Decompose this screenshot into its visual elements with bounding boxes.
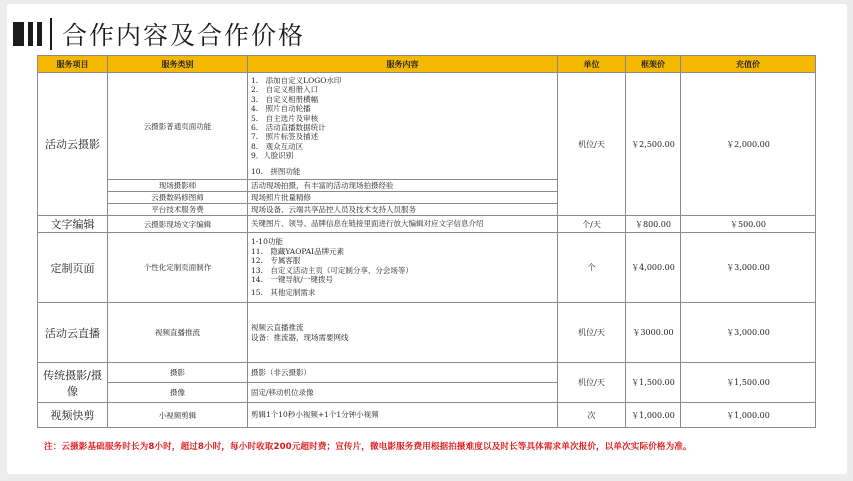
- content-cell: [248, 303, 558, 363]
- content-line: 视频云直播推流: [251, 323, 304, 332]
- category-cell: 小视频剪辑: [108, 403, 248, 428]
- list-item: 13. 自定义活动主页（可定制分享、分会场等）: [251, 265, 413, 275]
- page-title: 合作内容及合作价格: [62, 21, 306, 50]
- table-row: [38, 403, 816, 428]
- list-price-cell: ￥3000.00: [626, 303, 681, 363]
- recharge-price-cell: ￥1,500.00: [681, 363, 816, 403]
- category-cell: 云摄影普通页面功能: [108, 73, 248, 180]
- content-cell: 固定/移动机位录像: [248, 383, 558, 403]
- table-row: [38, 233, 816, 303]
- list-item: 11. 隐藏YAOPAI品牌元素: [251, 246, 345, 256]
- table-row: [38, 363, 816, 383]
- title-bar: [13, 17, 305, 51]
- recharge-price-cell: ￥2,000.00: [681, 73, 816, 216]
- project-short-video: 视频快剪: [38, 403, 108, 428]
- list-item: 5. 自主选片及审核: [251, 113, 319, 123]
- list-item: 12. 专属客服: [251, 256, 301, 266]
- recharge-price-cell: ￥500.00: [681, 216, 816, 233]
- list-item: 8. 观众互动区: [251, 141, 304, 151]
- table-row: [38, 303, 816, 363]
- list-price-cell: ￥2,500.00: [626, 73, 681, 216]
- list-item: 15. 其他定制需求: [251, 288, 316, 298]
- list-price-cell: ￥1,500.00: [626, 363, 681, 403]
- list-item: 7. 照片标签及描述: [251, 132, 319, 142]
- category-cell: 视频直播推流: [108, 303, 248, 363]
- project-cloud-photo: 活动云摄影: [38, 73, 108, 216]
- list-item: 6. 活动直播数据统计: [251, 123, 326, 132]
- project-custom-page: 定制页面: [38, 233, 108, 303]
- unit-cell: 个: [558, 233, 626, 303]
- category-cell: 个性化定制页面制作: [108, 233, 248, 303]
- header-unit: 单位: [558, 56, 626, 73]
- category-cell: 平台技术服务费: [108, 204, 248, 216]
- list-item: 14. 一键导航/一键拨号: [251, 274, 333, 284]
- list-price-cell: ￥4,000.00: [626, 233, 681, 303]
- list-item: 9．人脸识别: [251, 151, 294, 161]
- table-header-row: [38, 56, 816, 73]
- table-row: [38, 216, 816, 233]
- content-cell: 摄影（非云摄影）: [248, 363, 558, 383]
- content-cell: [248, 73, 558, 180]
- unit-cell: 机位/天: [558, 303, 626, 363]
- header-content: 服务内容: [248, 56, 558, 73]
- list-item: 1-10功能: [251, 237, 283, 247]
- recharge-price-cell: ￥3,000.00: [681, 303, 816, 363]
- unit-cell: 个/天: [558, 216, 626, 233]
- feature-list: [251, 237, 557, 297]
- list-price-cell: ￥800.00: [626, 216, 681, 233]
- list-item: 3. 自定义相册横幅: [251, 94, 319, 104]
- header-project: 服务项目: [38, 56, 108, 73]
- category-cell: 现场摄影师: [108, 180, 248, 192]
- content-cell: 剪辑1个10秒小视频+1个1分钟小视频: [248, 403, 558, 428]
- header-category: 服务类别: [108, 56, 248, 73]
- table-row: [38, 73, 816, 180]
- project-text-edit: 文字编辑: [38, 216, 108, 233]
- content-line: 设备：推流器，现场需要网线: [251, 332, 349, 342]
- category-cell: 摄像: [108, 383, 248, 403]
- recharge-price-cell: ￥1,000.00: [681, 403, 816, 428]
- content-cell: 关键图片、领导、品牌信息在链接里面进行放大编辑对应文字信息介绍: [248, 216, 558, 233]
- unit-cell: 机位/天: [558, 73, 626, 216]
- content-cell: 现场设备、云端共享品控人员及技术支持人员服务: [248, 204, 558, 216]
- list-item: 1. 添加自定义LOGO水印: [251, 75, 342, 85]
- project-live: 活动云直播: [38, 303, 108, 363]
- content-cell: [248, 233, 558, 303]
- category-cell: 摄影: [108, 363, 248, 383]
- unit-cell: 机位/天: [558, 363, 626, 403]
- content-cell: 活动现场拍摄，有丰富的活动现场拍摄经验: [248, 180, 558, 192]
- content-cell: 现场照片批量精修: [248, 192, 558, 204]
- list-item: 4. 照片自动轮播: [251, 104, 311, 114]
- price-table: [37, 55, 816, 428]
- category-cell: 云摄数码修图师: [108, 192, 248, 204]
- list-item: 2. 自定义相册入口: [251, 85, 319, 95]
- title-bars-decoration: [13, 18, 52, 50]
- unit-cell: 次: [558, 403, 626, 428]
- feature-list: [251, 76, 557, 176]
- header-recharge-price: 充值价: [681, 56, 816, 73]
- footnote: 注：云摄影基础服务时长为8小时，超过8小时，每小时收取200元超时费；宣传片，微电影服务费用根据拍摄难度以及时长等具体需求单次报价，以单次实际价格为准。: [44, 442, 692, 452]
- header-list-price: 框架价: [626, 56, 681, 73]
- list-item: 10. 拼图功能: [251, 166, 301, 176]
- list-price-cell: ￥1,000.00: [626, 403, 681, 428]
- category-cell: 云摄影现场文字编辑: [108, 216, 248, 233]
- project-traditional: 传统摄影/摄像: [38, 363, 108, 403]
- recharge-price-cell: ￥3,000.00: [681, 233, 816, 303]
